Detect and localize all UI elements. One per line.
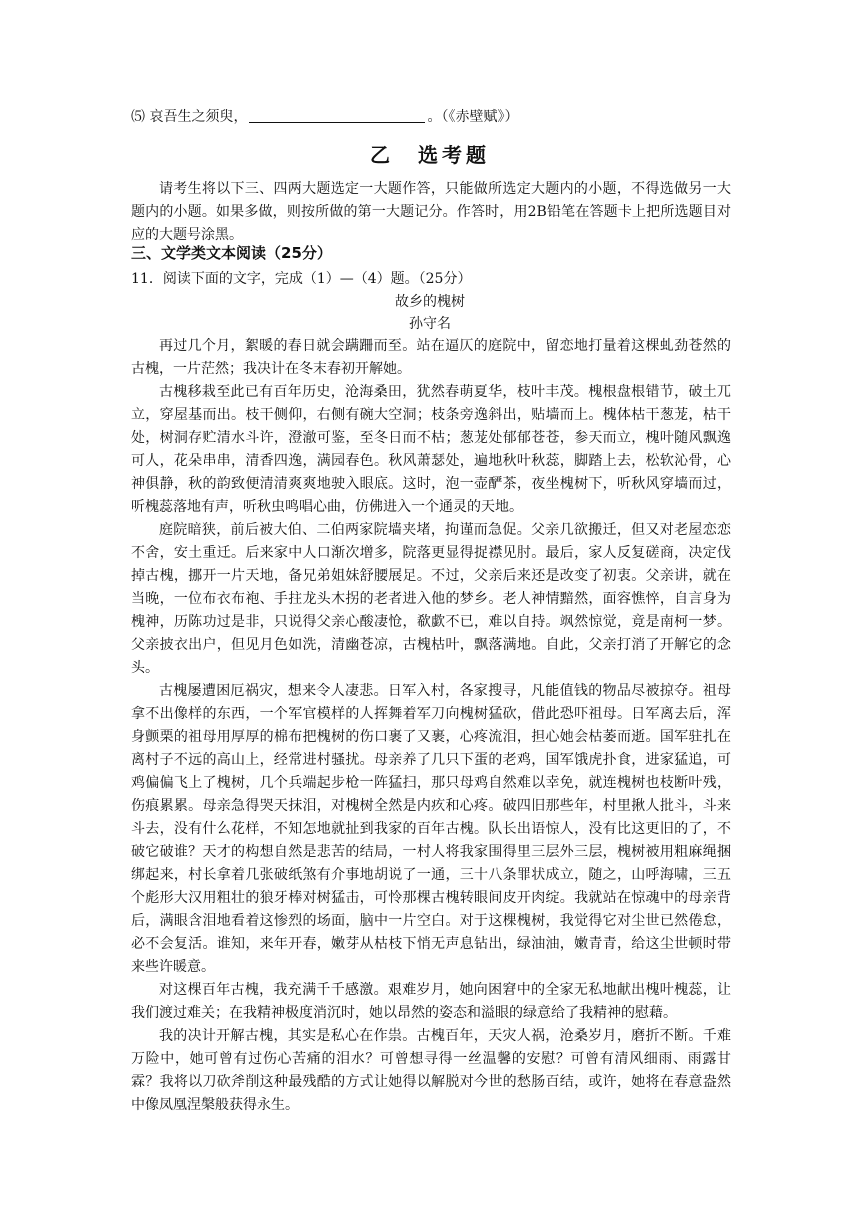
recitation-prefix: ⑸ 哀吾生之须臾，: [131, 109, 248, 125]
recitation-question: [131, 108, 731, 126]
essay-body: [131, 335, 731, 1117]
recitation-suffix: 。（《赤壁赋》）: [427, 109, 519, 125]
answer-blank[interactable]: [249, 108, 425, 123]
essay-title: 故乡的槐树: [395, 294, 465, 310]
essay-paragraph: 再过几个月，絮暖的春日就会蹒跚而至。站在逼仄的庭院中，留恋地打量着这棵虬劲苍然的古槐，一片茫然；我决计在冬末春初开解她。: [131, 338, 731, 377]
essay-paragraph: 我的决计开解古槐，其实是私心在作祟。古槐百年，天灾人祸，沧桑岁月，磨折不断。千难万险中，她可曾有过伤心苦痛的泪水？可曾想寻得一丝温馨的安慰？可曾有清风细雨、雨露甘霖？我将以刀砍斧削这种最残酷的方式让她得以解脱对今世的愁肠百结，或许，她将在春意盎然中像凤凰涅槃般获得永生。: [131, 1028, 731, 1113]
section-title: 乙 选考题: [370, 143, 490, 167]
instructions: 请考生将以下三、四两大题选定一大题作答，只能做所选定大题内的小题，不得选做另一大题内的小题。如果多做，则按所做的第一大题记分。作答时，用2B铅笔在答题卡上把所选题目对应的大题号涂黑。: [131, 181, 731, 243]
essay-paragraph: 庭院暗狭，前后被大伯、二伯两家院墙夹堵，拘谨而急促。父亲几欲搬迁，但又对老屋恋恋不舍，安土重迁。后来家中人口渐次增多，院落更显得捉襟见肘。最后，家人反复磋商，决定伐掉古槐，挪开一片天地，备兄弟姐妹舒腰展足。不过，父亲后来还是改变了初衷。父亲讲，就在当晚，一位布衣布袍、手拄龙头木拐的老者进入他的梦乡。老人神情黯然，面容憔悴，自言身为槐神，历陈功过是非，只说得父亲心酸凄怆，欷歔不已，难以自持。飒然惊觉，竟是南柯一梦。父亲披衣出户，但见月色如洗，清幽苍凉，古槐枯叶，飘落满地。自此，父亲打消了开解它的念头。: [131, 522, 731, 676]
essay-paragraph: 古槐屡遭困厄祸灾，想来令人凄悲。日军入村，各家搜寻，凡能值钱的物品尽被掠夺。祖母拿不出像样的东西，一个军官模样的人挥舞着军刀向槐树猛砍，借此恐吓祖母。日军离去后，浑身颤栗的祖母用厚厚的棉布把槐树的伤口裹了又裹，心疼流泪，担心她会枯萎而逝。国军驻扎在离村子不远的高山上，经常进村骚扰。母亲养了几只下蛋的老鸡，国军饿虎扑食，进家猛追，可鸡偏偏飞上了槐树，几个兵端起步枪一阵猛扫，那只母鸡自然难以幸免，就连槐树也枝断叶残，伤痕累累。母亲急得哭天抹泪，对槐树全然是内疚和心疼。破四旧那些年，村里揪人批斗，斗来斗去，没有什么花样，不知怎地就扯到我家的百年古槐。队长出语惊人，没有比这更旧的了，不破它破谁？天才的构想自然是悲苦的结局，一村人将我家围得里三层外三层，槐树被用粗麻绳捆绑起来，村长拿着几张破纸煞有介事地胡说了一通，三十八条罪状成立，随之，山呼海啸，三五个彪形大汉用粗壮的狼牙棒对树猛击，可怜那棵古槐转眼间皮开肉绽。我就站在惊魂中的母亲背后，满眼含泪地看着这惨烈的场面，脑中一片空白。对于这棵槐树，我觉得它对尘世已然倦怠，必不会复活。谁知，来年开春，嫩芽从枯枝下悄无声息钻出，绿油油，嫩青青，给这尘世顿时带来些许暖意。: [131, 683, 731, 975]
essay-paragraph: 古槐移栽至此已有百年历史，沧海桑田，犹然春萌夏华，枝叶丰茂。槐根盘根错节，破土兀立，穿屋基而出。枝干侧仰，右侧有碗大空洞；枝条旁逸斜出，贴墙而上。槐体枯干葱茏，枯干处，树洞存贮清水斗许，澄澈可鉴，至冬日而不枯；葱茏处郁郁苍苍，参天而立，槐叶随风飘逸可人，花朵串串，清香四逸，满园春色。秋风萧瑟处，遍地秋叶秋蕊，脚踏上去，松软沁骨，心神俱静，秋的韵致便清清爽爽地驶入眼底。这时，泡一壶酽茶，夜坐槐树下，听秋风穿墙而过，听槐蕊落地有声，听秋虫鸣唱心曲，仿佛进入一个通灵的天地。: [131, 384, 731, 515]
section-heading: 三、文学类文本阅读（25分）: [131, 244, 332, 262]
question-prompt: 11．阅读下面的文字，完成（1）—（4）题。（25分）: [131, 271, 472, 287]
essay-paragraph: 对这棵百年古槐，我充满千千感激。艰难岁月，她向困窘中的全家无私地献出槐叶槐蕊，让我们渡过难关；在我精神极度消沉时，她以昂然的姿态和溢眼的绿意给了我精神的慰藉。: [131, 982, 731, 1021]
essay-author: 孙守名: [409, 316, 451, 332]
